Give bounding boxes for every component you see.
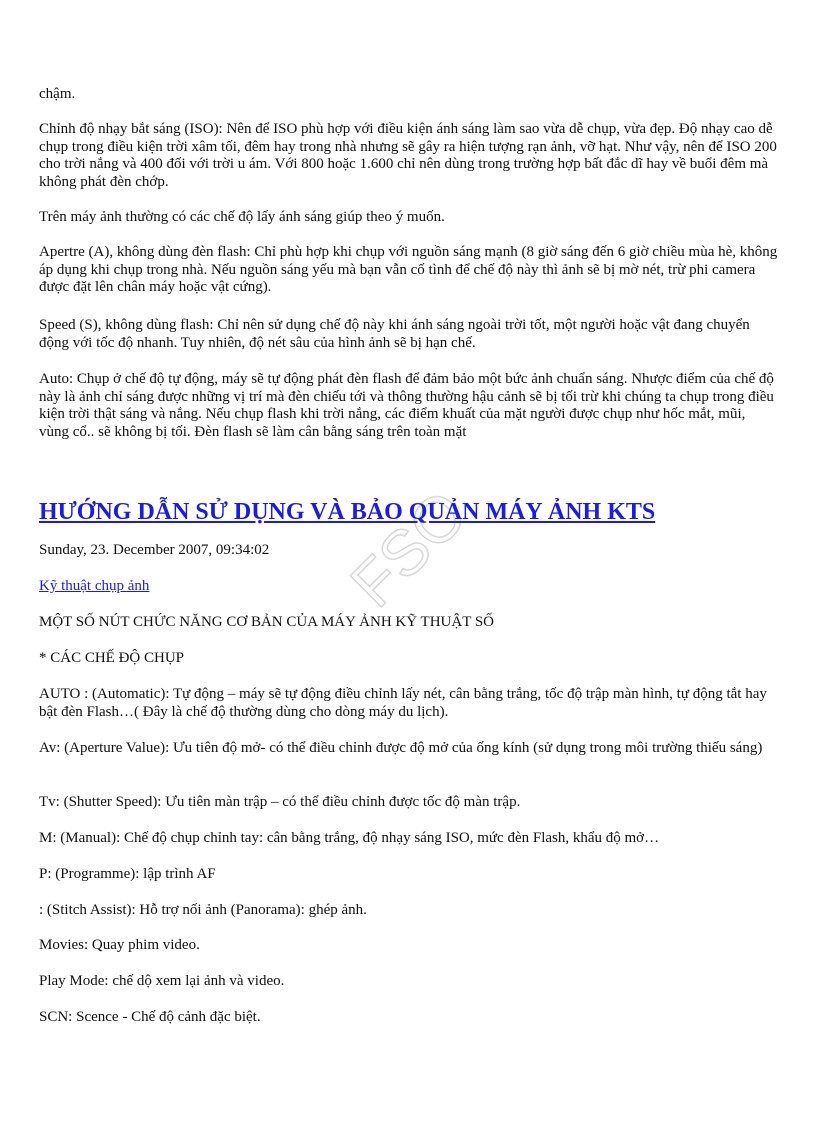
paragraph-cham: chậm. (39, 86, 76, 102)
article-title (39, 497, 779, 527)
category-line (39, 578, 779, 596)
paragraph-auto-mode: AUTO : (Automatic): Tự động – máy sẽ tự động điều chỉnh lấy nét, cân bằng trắng, tốc độ trập màn hình, tự động tắt hay bật đèn Flash…( Đây là chế độ thường dùng cho dòng máy du lịch). (39, 686, 767, 720)
paragraph-p: P: (Programme): lập trình AF (39, 866, 216, 882)
paragraph-m: M: (Manual): Chế độ chụp chỉnh tay: cân bằng trắng, độ nhạy sáng ISO, mức đèn Flash, khẩu độ mở… (39, 830, 660, 846)
paragraph-av: Av: (Aperture Value): Ưu tiên độ mở- có thể điều chỉnh được độ mở của ống kính (sử dụng trong môi trường thiếu sáng) (39, 740, 763, 756)
paragraph-scn: SCN: Scence - Chế độ cảnh đặc biệt. (39, 1009, 261, 1025)
paragraph-shoot-modes: * CÁC CHẾ ĐỘ CHỤP (39, 650, 185, 666)
paragraph-speed: Speed (S), không dùng flash: Chỉ nên sử dụng chế độ này khi ánh sáng ngoài trời tốt, một người hoặc vật đang chuyển động với tốc độ nhanh. Tuy nhiên, độ nét sâu của hình ảnh sẽ bị hạn chế. (39, 317, 750, 351)
paragraph-iso: Chỉnh độ nhạy bắt sáng (ISO): Nên để ISO phù hợp với điều kiện ánh sáng làm sao vừa dễ chụp, vừa đẹp. Độ nhạy cao dễ chụp trong điều kiện trời xâm tối, đêm hay trong nhà nhưng sẽ gây ra hiện tượng rạn ảnh, vỡ hạt. Như vậy, nên để ISO 200 cho trời nắng và 400 đối với trời u ám. Với 800 hoặc 1.600 chỉ nên dùng trong trường hợp bất đắc dĩ hay về buổi đêm mà không phát đèn chớp. (39, 121, 777, 190)
article-title-link[interactable]: HƯỚNG DẪN SỬ DỤNG VÀ BẢO QUẢN MÁY ẢNH KTS (39, 499, 656, 525)
paragraph-auto: Auto: Chụp ở chế độ tự động, máy sẽ tự động phát đèn flash để đảm bảo một bức ảnh chuẩn sáng. Nhược điểm của chế độ này là ảnh chỉ sáng được những vị trí mà đèn chiếu tới và thông thường hậu cảnh sẽ bị tối trừ khi chúng ta chụp trong điều kiện trời thật sáng và nắng. Nếu chụp flash khi trời nắng, các điểm khuất của mặt người được chụp như hốc mắt, mũi, vùng cổ.. sẽ không bị tối. Đèn flash sẽ làm cân bằng sáng trên toàn mặt (39, 371, 774, 440)
category-link[interactable]: Kỹ thuật chụp ảnh (39, 578, 150, 594)
paragraph-stitch: : (Stitch Assist): Hỗ trợ nối ảnh (Panorama): ghép ảnh. (39, 902, 367, 918)
paragraph-aperture: Apertre (A), không dùng đèn flash: Chỉ phù hợp khi chụp với nguồn sáng mạnh (8 giờ sáng đến 6 giờ chiều mùa hè, không áp dụng khi chụp trong nhà. Nếu nguồn sáng yếu mà bạn vẫn cố tình để chế độ này thì ảnh sẽ bị mờ nét, trừ phi camera được đặt lên chân máy hoặc vật cứng). (39, 244, 778, 295)
paragraph-buttons-heading: MỘT SỐ NÚT CHỨC NĂNG CƠ BẢN CỦA MÁY ẢNH KỸ THUẬT SỐ (39, 614, 495, 630)
paragraph-movies: Movies: Quay phim video. (39, 937, 200, 953)
watermark-text: FSO (336, 476, 481, 621)
paragraph-tv: Tv: (Shutter Speed): Ưu tiên màn trập – có thể điều chỉnh được tốc độ màn trập. (39, 794, 521, 810)
paragraph-modes-intro: Trên máy ảnh thường có các chế độ lấy ánh sáng giúp theo ý muốn. (39, 209, 445, 225)
paragraph-play: Play Mode: chế dộ xem lại ảnh và video. (39, 973, 285, 989)
article-date: Sunday, 23. December 2007, 09:34:02 (39, 542, 270, 558)
